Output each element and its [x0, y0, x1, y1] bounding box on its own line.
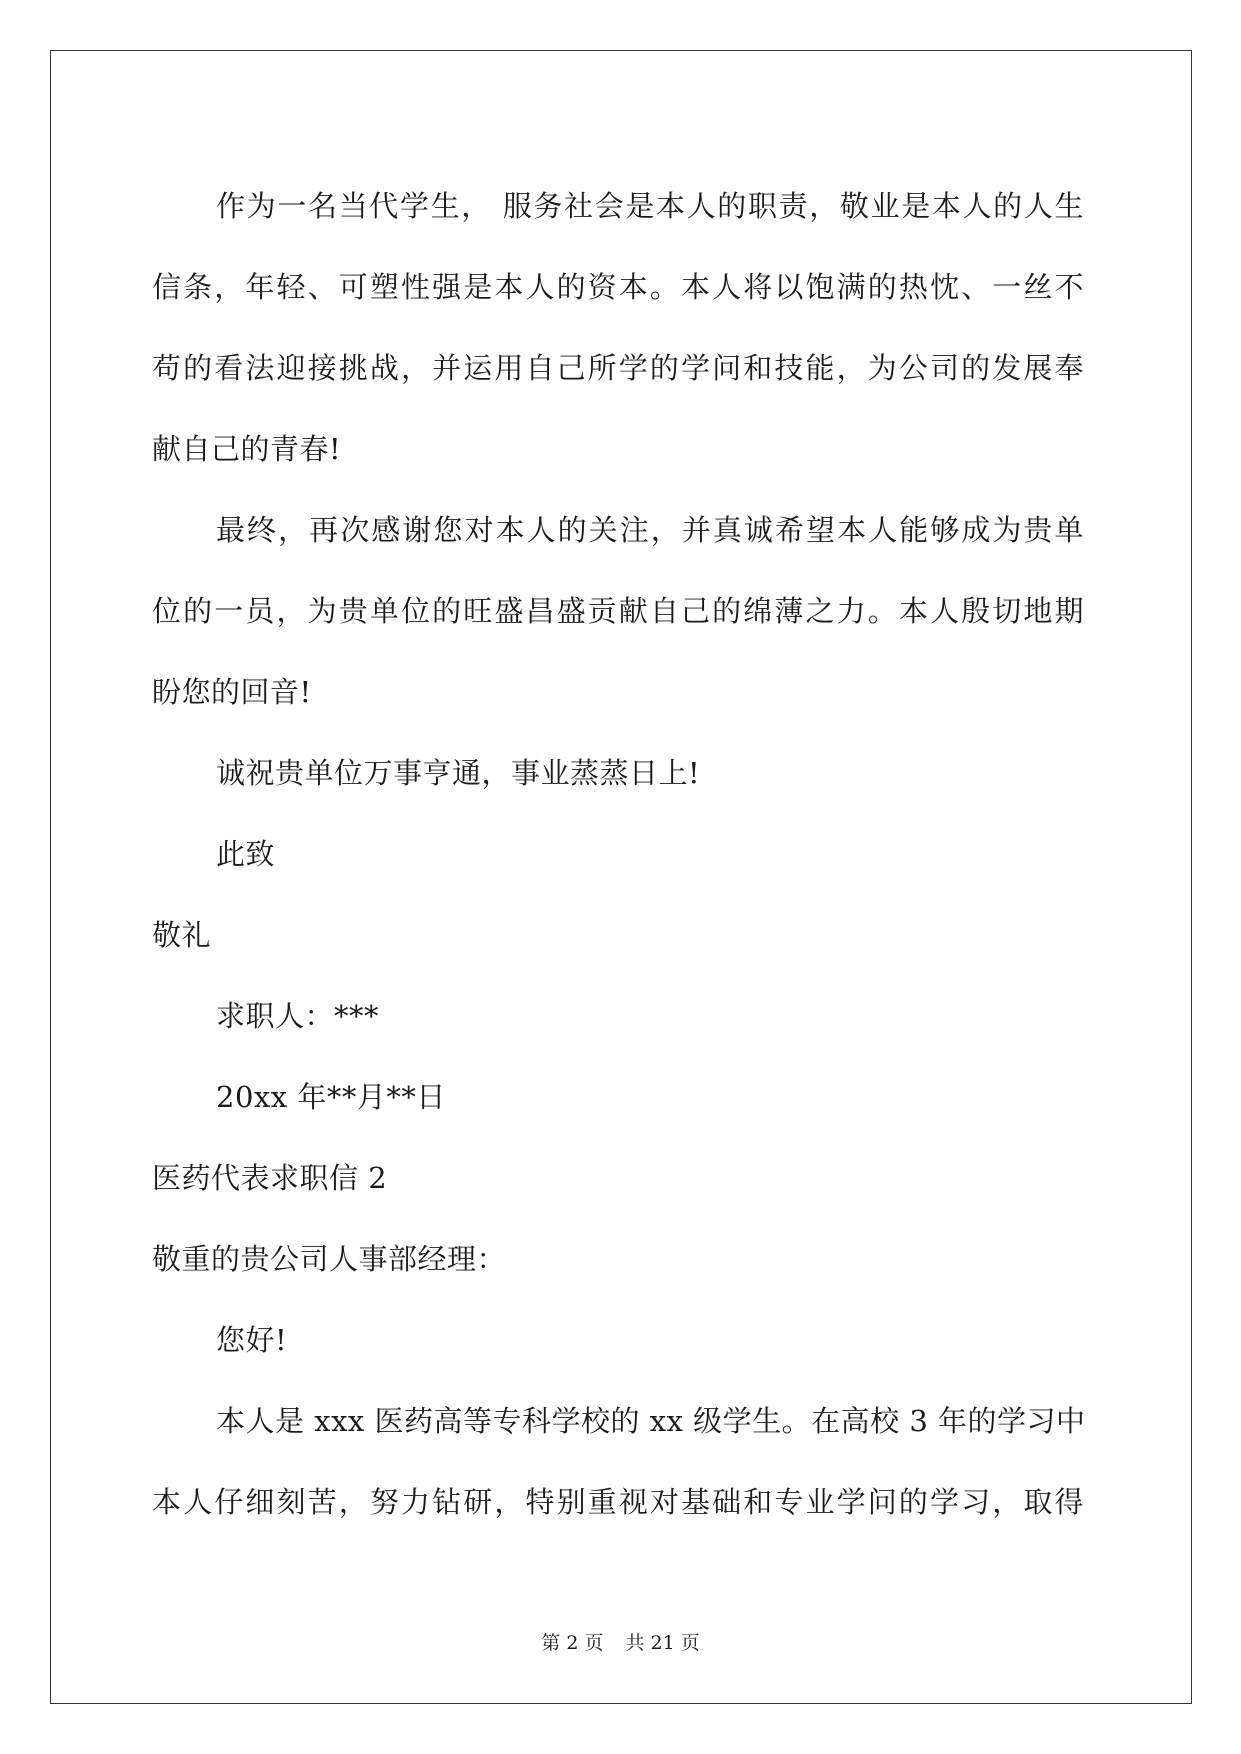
greeting-line: 敬重的贵公司人事部经理： — [152, 1242, 507, 1276]
page-number: 第 2 页 — [541, 1632, 604, 1654]
closing-line: 此致 — [216, 837, 276, 871]
text-line: 本人是 xxx 医药高等专科学校的 xx 级学生。在高校 3 年的学习中 — [216, 1404, 1086, 1438]
greeting-line: 您好! — [216, 1323, 288, 1357]
applicant-line: 求职人：*** — [216, 999, 380, 1033]
page-total: 共 21 页 — [625, 1632, 700, 1654]
text-line: 苟的看法迎接挑战，并运用自己所学的学问和技能，为公司的发展奉 — [152, 351, 1084, 385]
closing-salutation: 敬礼 — [152, 918, 212, 952]
document-body — [152, 166, 1084, 1543]
text-line: 诚祝贵单位万事亨通，事业蒸蒸日上! — [216, 756, 701, 790]
section-title: 医药代表求职信 2 — [152, 1161, 388, 1195]
text-line: 信条，年轻、可塑性强是本人的资本。本人将以饱满的热忱、一丝不 — [152, 270, 1084, 304]
page-footer — [0, 1628, 1241, 1655]
text-line: 位的一员，为贵单位的旺盛昌盛贡献自己的绵薄之力。本人殷切地期 — [152, 594, 1084, 628]
text-line: 最终，再次感谢您对本人的关注，并真诚希望本人能够成为贵单 — [216, 513, 1084, 547]
date-line: 20xx 年**月**日 — [216, 1080, 446, 1114]
text-line: 本人仔细刻苦，努力钻研，特别重视对基础和专业学问的学习，取得 — [152, 1485, 1084, 1519]
text-line: 盼您的回音! — [152, 675, 312, 709]
text-line: 作为一名当代学生， 服务社会是本人的职责，敬业是本人的人生 — [216, 189, 1084, 223]
text-line: 献自己的青春! — [152, 432, 342, 466]
